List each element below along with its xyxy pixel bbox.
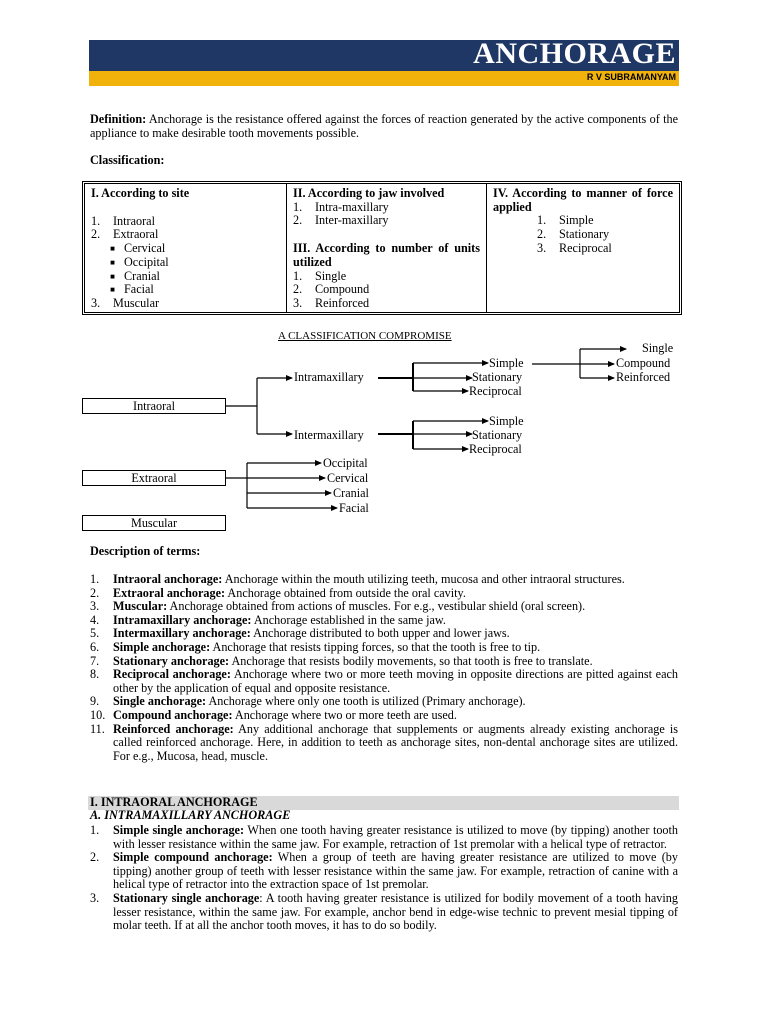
term-text: Anchorage where only one tooth is utilized (Primary anchorage). (206, 694, 526, 709)
list-item (90, 587, 678, 601)
item-number: 3. (90, 890, 100, 905)
units-label: Single (642, 341, 674, 355)
list-item: 2. Inter-maxillary (293, 213, 389, 228)
list-item: 2. Extraoral (91, 227, 159, 242)
term-label: Simple compound anchorage: (113, 850, 273, 865)
list-item (90, 668, 678, 695)
term-text: Anchorage where two or more teeth moving in opposite directions are pitted against each other by the application of equal and opposite resistance. (113, 667, 678, 695)
extraoral-type-label: Occipital (323, 456, 368, 470)
site-heading: I. According to site (91, 186, 190, 200)
item-label: Stationary (559, 227, 610, 242)
item-label: Compound (315, 282, 370, 297)
item-number: 2. (90, 850, 100, 865)
term-label: Intramaxillary anchorage: (113, 612, 252, 627)
list-item: 1. Single (293, 268, 347, 283)
muscular-box: Muscular (82, 515, 226, 531)
term-text: Anchorage within the mouth utilizing teeth, mucosa and other intraoral structures. (222, 572, 625, 586)
term-label: Reciprocal anchorage: (113, 667, 231, 682)
term-text: Anchorage where two or more teeth are used. (232, 707, 457, 722)
term-text: Any additional anchorage that supplements or augments already existing anchorage is called reinforced anchorage. Here, in addition to teeth as anchorage sites, non-dental anchorage sites are utilized. For e.g., Mucosa, head, muscle. (113, 721, 678, 763)
term-label: Intermaxillary anchorage: (113, 626, 251, 641)
force-heading: IV. According to manner of force applied (493, 186, 673, 214)
term-label: Stationary single anchorage (113, 890, 260, 905)
subsection-title: A. INTRAMAXILLARY ANCHORAGE (90, 808, 291, 822)
term-label: Stationary anchorage: (113, 653, 230, 668)
intermaxillary-label: Intermaxillary (294, 428, 364, 442)
list-item: 2. Compound (293, 282, 370, 297)
manner-label: Stationary (472, 428, 523, 442)
manner-label: Simple (489, 414, 524, 428)
document-title: ANCHORAGE (473, 37, 676, 70)
list-item (90, 723, 678, 764)
term-text: Anchorage obtained from actions of muscles. For e.g., vestibular shield (oral screen). (167, 599, 586, 614)
term-label: Reinforced anchorage: (113, 721, 234, 736)
list-item (90, 655, 678, 669)
term-label: Intraoral anchorage: (113, 572, 223, 586)
item-number: 3. (90, 599, 100, 614)
list-item: 1. Intra-maxillary (293, 199, 389, 214)
item-label: Inter-maxillary (315, 213, 389, 228)
list-item (90, 709, 678, 723)
manner-label: Simple (489, 356, 524, 370)
item-number: 1. (90, 823, 100, 837)
intramaxillary-label: Intramaxillary (294, 370, 364, 384)
manner-label: Reciprocal (469, 384, 522, 398)
list-item (90, 573, 678, 587)
list-item: 3. Muscular (91, 295, 160, 310)
item-label: Extraoral (113, 227, 159, 242)
definition-label: Definition: (90, 112, 147, 126)
list-item (90, 600, 678, 614)
item-label: Occipital (124, 254, 169, 269)
list-item: ■ Cranial (110, 268, 160, 283)
list-item: 3. Reciprocal (537, 240, 612, 255)
list-item: ■ Occipital (110, 254, 169, 269)
units-label: Reinforced (616, 370, 671, 384)
item-label: Cranial (124, 268, 160, 283)
item-number: 10. (90, 707, 106, 722)
list-item (90, 824, 678, 851)
item-number: 6. (90, 639, 100, 654)
manner-label: Stationary (472, 370, 523, 384)
term-text: Anchorage that resists bodily movements, so that tooth is free to translate. (229, 653, 593, 668)
term-label: Compound anchorage: (113, 707, 233, 722)
intramaxillary-list (90, 824, 678, 933)
term-label: Simple anchorage: (113, 639, 211, 654)
item-number: 2. (90, 585, 100, 600)
item-label: Facial (124, 282, 154, 297)
item-label: Intra-maxillary (315, 199, 389, 214)
term-text: When a group of teeth are having greater resistance are utilized to move (by tipping) another group of teeth with lesser resistance within the same jaw. For example, retraction of canine with a helical type of retractor into the extraction space of 1st premolar. (113, 850, 678, 892)
item-label: Reciprocal (559, 240, 612, 255)
classification-heading-text: Classification: (90, 153, 165, 167)
list-item: 2. Stationary (537, 227, 610, 242)
extraoral-box: Extraoral (82, 470, 226, 486)
term-text: Anchorage obtained from outside the oral cavity. (225, 585, 466, 600)
list-item (90, 627, 678, 641)
item-label: Cervical (124, 241, 166, 256)
term-label: Extraoral anchorage: (113, 585, 226, 600)
diagram-title: A CLASSIFICATION COMPROMISE (278, 330, 452, 342)
extraoral-type-label: Cranial (333, 486, 369, 500)
list-item (90, 695, 678, 709)
item-number: 11. (90, 721, 105, 736)
list-item: ■ Facial (110, 282, 154, 297)
units-heading: III. According to number of units utilized (293, 241, 480, 269)
section-title: I. INTRAORAL ANCHORAGE (90, 795, 258, 809)
item-number: 9. (90, 694, 100, 709)
term-text: When one tooth having greater resistance is utilized to move (by tipping) another tooth with lesser resistance within the same jaw. For example, retraction of 1st premolar with a helical type of retractor. (113, 823, 678, 851)
term-label: Single anchorage: (113, 694, 207, 709)
terms-heading (90, 545, 678, 559)
item-number: 7. (90, 653, 100, 668)
item-label: Reinforced (315, 295, 370, 310)
item-number: 8. (90, 667, 100, 682)
extraoral-type-label: Cervical (327, 471, 369, 485)
definition-text: Anchorage is the resistance offered against the forces of reaction generated by the active components of the appliance to make desirable tooth movements possible. (90, 112, 678, 140)
intraoral-box: Intraoral (82, 398, 226, 414)
term-text: Anchorage that resists tipping forces, so that the tooth is free to tip. (210, 639, 541, 654)
list-item (90, 851, 678, 892)
item-number: 4. (90, 612, 100, 627)
list-item: 1. Intraoral (91, 213, 155, 228)
author-name: R V SUBRAMANYAM (586, 72, 676, 82)
item-label: Single (315, 268, 347, 283)
term-label: Simple single anchorage: (113, 823, 245, 837)
list-item: 1. Simple (537, 213, 594, 228)
term-label: Muscular: (113, 599, 168, 614)
list-item: 3. Reinforced (293, 295, 370, 310)
item-label: Simple (559, 213, 594, 228)
terms-heading-text: Description of terms: (90, 544, 201, 558)
term-text: Anchorage established in the same jaw. (251, 612, 446, 627)
list-item (90, 641, 678, 655)
item-label: Intraoral (113, 213, 155, 228)
item-label: Muscular (113, 295, 160, 310)
manner-label: Reciprocal (469, 442, 522, 456)
list-item (90, 892, 678, 933)
term-text: : A tooth having greater resistance is utilized for bodily movement of a tooth having lesser resistance, within the same jaw. For example, anchor bend in edge-wise technic to prevent mesial tipping of molar teeth. If at all the anchor tooth moves, it has to do so bodily. (113, 890, 678, 933)
term-text: Anchorage distributed to both upper and lower jaws. (250, 626, 510, 641)
list-item: ■ Cervical (110, 241, 166, 256)
item-number: 5. (90, 626, 100, 641)
item-number: 1. (90, 572, 100, 586)
terms-list (90, 573, 678, 763)
jaw-heading: II. According to jaw involved (293, 186, 445, 200)
units-label: Compound (616, 356, 671, 370)
list-item (90, 614, 678, 628)
extraoral-type-label: Facial (339, 501, 369, 515)
